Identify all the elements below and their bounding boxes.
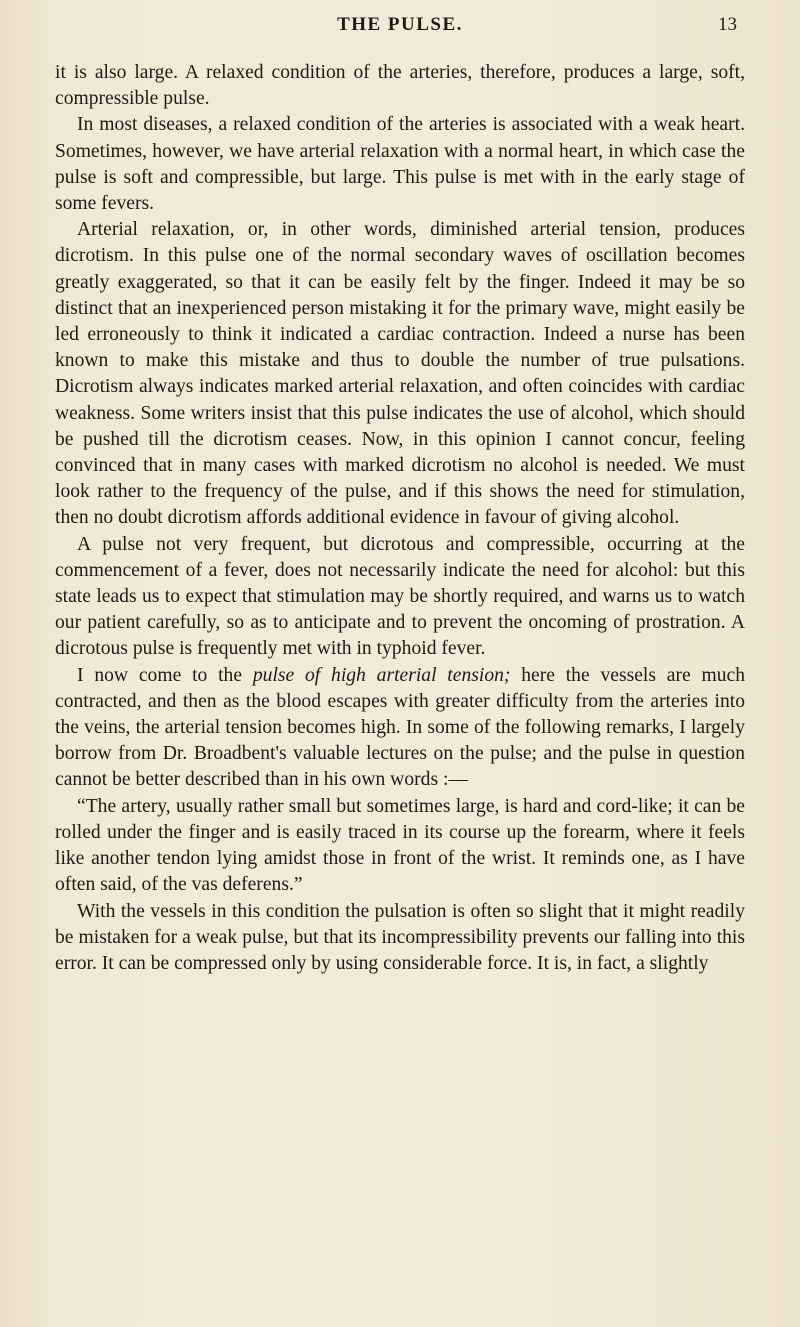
paragraph-1: it is also large. A relaxed condition of the arteries, therefore, produces a large, soft, compressible pulse. [55,62,745,110]
paragraph-2: In most diseases, a relaxed condition of the arteries is associated with a weak heart. Sometimes, however, we have arterial relaxation with a normal heart, in which case the pulse is soft and compressible, but large. This pulse is met with in the early stage of some fevers. [55,114,745,215]
paragraph-5-end: here the vessels are much contracted, and then as the blood escapes with greater difficulty from the arteries into the veins, the arterial tension becomes high. In some of the following remarks, I largely borrow from Dr. Broadbent's valuable lectures on the pulse; and the pulse in question cannot be better described than in his own words :— [55,664,745,791]
page-number: 13 [718,14,737,35]
paragraph-6-quotation: “The artery, usually rather small but sometimes large, is hard and cord-like; it can be rolled under the finger and is easily traced in its course up the forearm, where it feels like another tendon lying amidst those in front of the wrist. It reminds one, as I have often said, of the vas deferens.” [55,795,745,896]
paragraph-7: With the vessels in this condition the pulsation is often so slight that it might readily be mistaken for a weak pulse, but that its incompressibility prevents our falling into this error. It can be compressed only by using considerable force. It is, in fact, a slightly [55,900,745,974]
paragraph-5-start: I now come to the [77,664,253,686]
page-text [55,60,745,977]
running-head [55,14,745,44]
paragraph-5-italic-term: pulse of high arterial tension; [252,664,511,686]
paragraph-5 [55,663,745,794]
paragraph-3: Arterial relaxation, or, in other words, diminished arterial tension, produces dicrotism. In this pulse one of the normal secondary waves of oscillation becomes greatly exaggerated, so that it can be easily felt by the finger. Indeed it may be so distinct that an inexperienced person mistaking it for the primary wave, might easily be led erroneously to think it indicated a cardiac contraction. Indeed a nurse has been known to make this mistake and thus to double the number of true pulsations. Dicrotism always indicates marked arterial relaxation, and often coincides with cardiac weakness. Some writers insist that this pulse indicates the use of alcohol, which should be pushed till the dicrotism ceases. Now, in this opinion I cannot concur, feeling convinced that in many cases with marked dicrotism no alcohol is needed. We must look rather to the frequency of the pulse, and if this shows the need for stimulation, then no doubt dicrotism affords additional evidence in favour of giving alcohol. [55,219,745,529]
running-title: THE PULSE. [337,14,463,35]
paragraph-4: A pulse not very frequent, but dicrotous and compressible, occurring at the commencement of a fever, does not necessarily indicate the need for alcohol: but this state leads us to expect that stimulation may be shortly required, and warns us to watch our patient carefully, so as to anticipate and to prevent the oncoming of prostration. A dicrotous pulse is frequently met with in typhoid fever. [55,533,745,660]
